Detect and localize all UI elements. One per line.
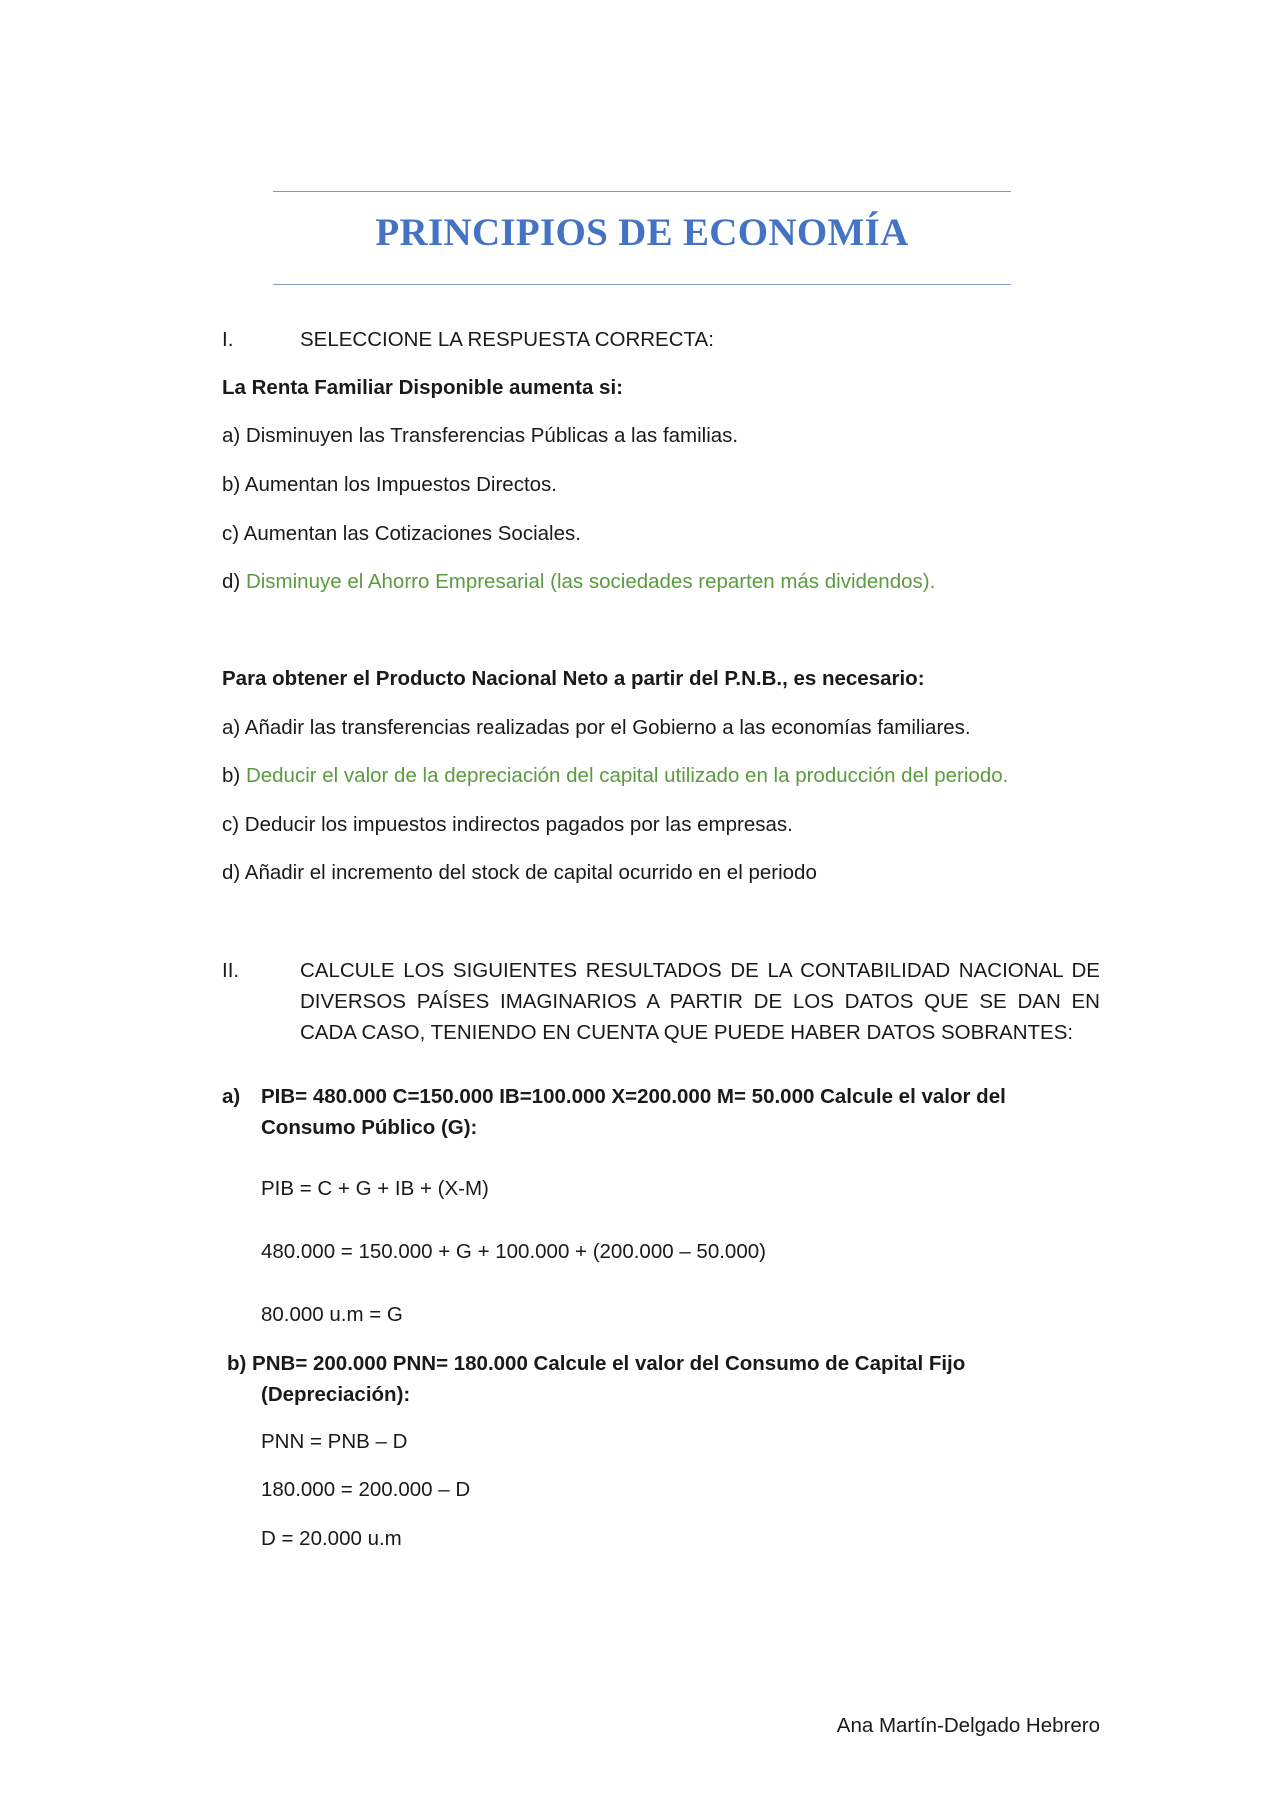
q2-option-b — [222, 762, 1008, 790]
q1-option-d — [222, 568, 935, 596]
q2-question: Para obtener el Producto Nacional Neto a partir del P.N.B., es necesario: — [222, 667, 925, 690]
footer-author: Ana Martín-Delgado Hebrero — [836, 1714, 1100, 1737]
title-bottom-rule — [273, 284, 1011, 285]
q1-option-b: b) Aumentan los Impuestos Directos. — [222, 473, 557, 496]
q1-option-d-prefix: d) — [222, 570, 246, 593]
q1-question: La Renta Familiar Disponible aumenta si: — [222, 376, 623, 399]
q1-correct-answer: Disminuye el Ahorro Empresarial (las sociedades reparten más dividendos). — [245, 570, 936, 593]
q1-option-a: a) Disminuyen las Transferencias Públicas a las familias. — [222, 424, 739, 447]
ex-b-substitution: 180.000 = 200.000 – D — [261, 1478, 471, 1501]
ex-a-result: 80.000 u.m = G — [261, 1303, 403, 1326]
ex-a-statement-line1: PIB= 480.000 C=150.000 IB=100.000 X=200.000 M= 50.000 Calcule el valor del — [261, 1085, 1006, 1108]
section1-heading: SELECCIONE LA RESPUESTA CORRECTA: — [300, 328, 714, 351]
ex-b-statement-line2: (Depreciación): — [261, 1383, 411, 1406]
ex-a-formula: PIB = C + G + IB + (X-M) — [261, 1177, 489, 1200]
title-top-rule — [273, 191, 1011, 192]
ex-a-substitution: 480.000 = 150.000 + G + 100.000 + (200.000 – 50.000) — [261, 1240, 766, 1263]
q2-option-d: d) Añadir el incremento del stock de capital ocurrido en el periodo — [222, 861, 817, 884]
q2-option-b-prefix: b) — [222, 764, 246, 787]
q1-option-c: c) Aumentan las Cotizaciones Sociales. — [222, 522, 581, 545]
section2-heading: CALCULE LOS SIGUIENTES RESULTADOS DE LA CONTABILIDAD NACIONAL DE DIVERSOS PAÍSES IMAGINARIOS A PARTIR DE LOS DATOS QUE SE DAN EN CADA CASO, TENIENDO EN CUENTA QUE PUEDE HABER DATOS SOBRANTES: — [300, 959, 1100, 1044]
section2-number: II. — [222, 959, 240, 982]
ex-b-result: D = 20.000 u.m — [261, 1527, 402, 1550]
ex-a-label: a) — [222, 1085, 241, 1108]
section1-number: I. — [222, 328, 234, 351]
ex-b-statement-line1: b) PNB= 200.000 PNN= 180.000 Calcule el valor del Consumo de Capital Fijo — [227, 1352, 966, 1375]
ex-b-formula: PNN = PNB – D — [261, 1430, 408, 1453]
page-title: PRINCIPIOS DE ECONOMÍA — [375, 211, 909, 254]
q2-option-c: c) Deducir los impuestos indirectos pagados por las empresas. — [222, 813, 793, 836]
ex-a-statement-line2: Consumo Público (G): — [261, 1116, 478, 1139]
q2-correct-answer: Deducir el valor de la depreciación del capital utilizado en la producción del periodo. — [245, 764, 1009, 787]
q2-option-a: a) Añadir las transferencias realizadas por el Gobierno a las economías familiares. — [222, 716, 971, 739]
